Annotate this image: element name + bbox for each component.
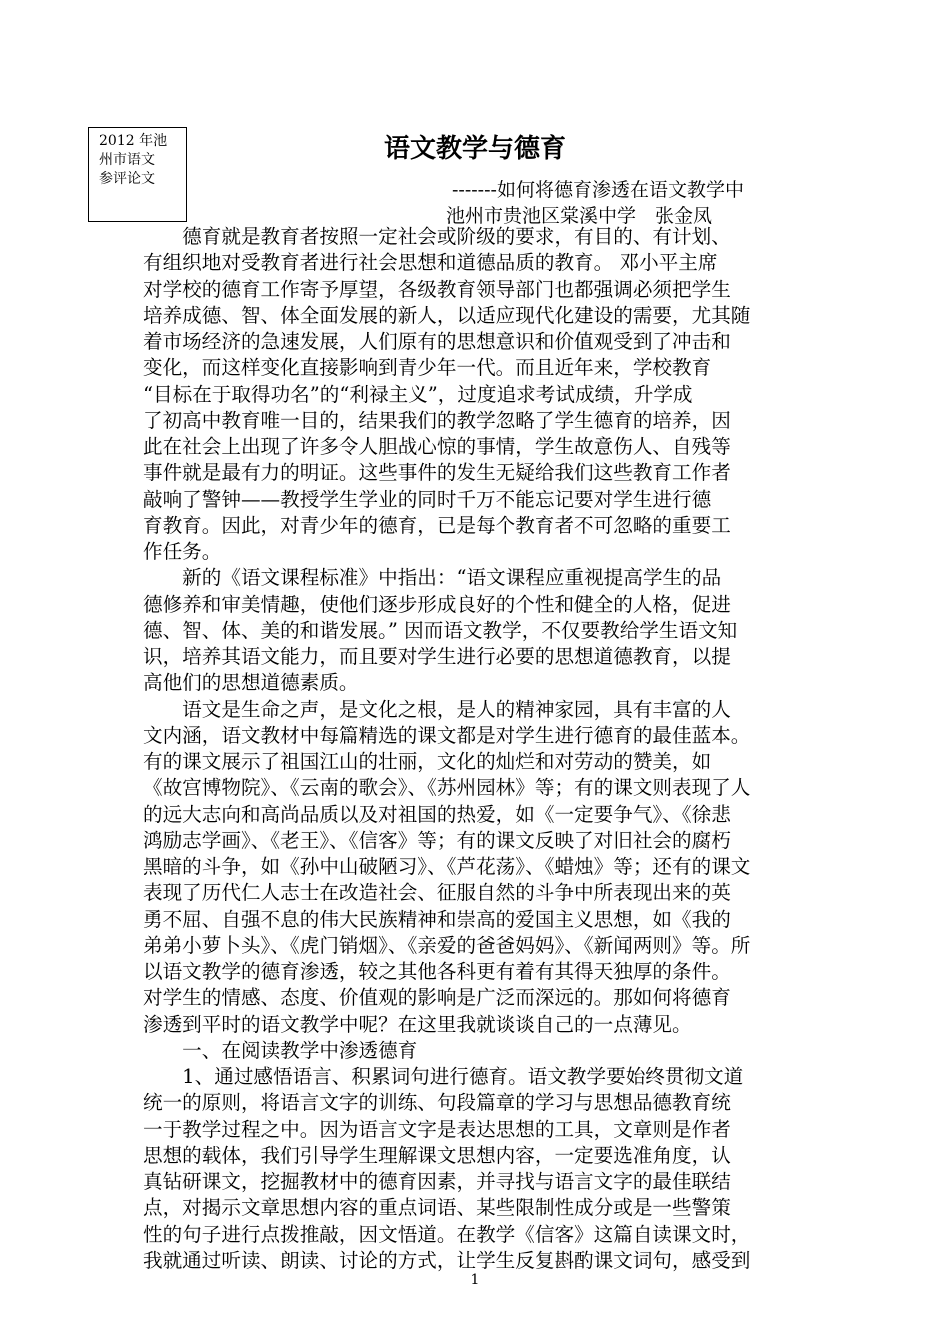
contest-entry-line: 参评论文 bbox=[99, 171, 155, 187]
body-line: 育教育。因此，对青少年的德育，已是每个教育者不可忽略的重要工 bbox=[143, 513, 731, 537]
body-line: 弟弟小萝卜头》、《虎门销烟》、《亲爱的爸爸妈妈》、《新闻两则》等。所 bbox=[143, 933, 751, 957]
body-line: 思想的载体，我们引导学生理解课文思想内容，一定要选准角度，认 bbox=[143, 1143, 731, 1167]
document-subtitle: -------如何将德育渗透在语文教学中 bbox=[452, 179, 744, 201]
body-line: 文内涵，语文教材中每篇精选的课文都是对学生进行德育的最佳蓝本。 bbox=[143, 723, 751, 747]
body-line: 事件就是最有力的明证。这些事件的发生无疑给我们这些教育工作者 bbox=[143, 461, 731, 485]
body-line: 以语文教学的德育渗透，较之其他各科更有着有其得天独厚的条件。 bbox=[143, 960, 731, 983]
body-line: 作任务。 bbox=[143, 540, 222, 563]
article-body bbox=[143, 224, 823, 1274]
body-line: 德修养和审美情趣，使他们逐步形成良好的个性和健全的人格，促进 bbox=[143, 592, 731, 616]
body-line: 一于教学过程之中。因为语言文字是表达思想的工具，文章则是作者 bbox=[143, 1117, 731, 1141]
body-line: 此在社会上出现了许多令人胆战心惊的事情，学生故意伤人、自残等 bbox=[143, 435, 731, 458]
body-line: 鸿励志学画》、《老王》、《信客》等；有的课文反映了对旧社会的腐朽 bbox=[143, 828, 731, 852]
body-line: 《故宫博物院》、《云南的歌会》、《苏州园林》等；有的课文则表现了人 bbox=[143, 776, 751, 800]
body-line: 培养成德、智、体全面发展的新人，以适应现代化建设的需要，尤其随 bbox=[143, 303, 751, 327]
body-line: 有组织地对受教育者进行社会思想和道德品质的教育。 邓小平主席 bbox=[143, 251, 718, 275]
body-line: 高他们的思想道德素质。 bbox=[143, 671, 359, 695]
body-line: 1、通过感悟语言、积累词句进行德育。语文教学要始终贯彻文道 bbox=[143, 1065, 744, 1088]
page-number: 1 bbox=[470, 1272, 480, 1288]
author-line: 池州市贵池区棠溪中学 张金凤 bbox=[446, 205, 713, 227]
body-line: 点，对揭示文章思想内容的重点词语、某些限制性成分或是一些警策 bbox=[143, 1196, 731, 1220]
document-title: 语文教学与德育 bbox=[383, 134, 566, 164]
body-line: 着市场经济的急速发展，人们原有的思想意识和价值观受到了冲击和 bbox=[143, 330, 731, 353]
body-line: 语文是生命之声，是文化之根，是人的精神家园，具有丰富的人 bbox=[143, 697, 731, 721]
body-line: “目标在于取得功名”的“利禄主义”，过度追求考试成绩，升学成 bbox=[143, 382, 693, 406]
body-line: 有的课文展示了祖国江山的壮丽，文化的灿烂和对劳动的赞美，如 bbox=[143, 750, 712, 773]
body-line: 新的《语文课程标准》中指出：“语文课程应重视提高学生的品 bbox=[143, 566, 722, 590]
body-line: 德育就是教育者按照一定社会或阶级的要求，有目的、有计划、 bbox=[143, 225, 731, 248]
body-line: 变化，而这样变化直接影响到青少年一代。而且近年来，学校教育 bbox=[143, 356, 712, 380]
body-line: 表现了历代仁人志士在改造社会、征服自然的斗争中所表现出来的英 bbox=[143, 881, 731, 905]
body-line: 我就通过听读、朗读、讨论的方式，让学生反复斟酌课文词句，感受到 bbox=[143, 1248, 751, 1272]
body-line: 德、智、体、美的和谐发展。” 因而语文教学，不仅要教给学生语文知 bbox=[143, 618, 738, 642]
contest-entry-line: 州市语文 bbox=[99, 152, 155, 168]
body-line: 敲响了警钟——教授学生学业的同时千万不能忘记要对学生进行德 bbox=[143, 487, 712, 511]
body-line: 对学生的情感、态度、价值观的影响是广泛而深远的。那如何将德育 bbox=[143, 986, 731, 1010]
body-line: 一、在阅读教学中渗透德育 bbox=[143, 1038, 418, 1062]
body-line: 勇不屈、自强不息的伟大民族精神和崇高的爱国主义思想，如《我的 bbox=[143, 907, 731, 931]
body-line: 真钻研课文，挖掘教材中的德育因素，并寻找与语言文字的最佳联结 bbox=[143, 1170, 731, 1193]
body-line: 对学校的德育工作寄予厚望，各级教育领导部门也都强调必须把学生 bbox=[143, 277, 731, 301]
body-line: 的远大志向和高尚品质以及对祖国的热爱，如《一定要争气》、《徐悲 bbox=[143, 802, 731, 826]
body-line: 渗透到平时的语文教学中呢？在这里我就谈谈自己的一点薄见。 bbox=[143, 1012, 692, 1036]
body-line: 统一的原则，将语言文字的训练、句段篇章的学习与思想品德教育统 bbox=[143, 1091, 731, 1115]
body-line: 性的句子进行点拨推敲，因文悟道。在教学《信客》这篇自读课文时， bbox=[143, 1222, 751, 1246]
contest-entry-line: 2012 年池 bbox=[99, 133, 168, 149]
body-line: 识，培养其语文能力，而且要对学生进行必要的思想道德教育，以提 bbox=[143, 645, 731, 668]
body-line: 了初高中教育唯一目的，结果我们的教学忽略了学生德育的培养，因 bbox=[143, 408, 731, 432]
body-line: 黑暗的斗争，如《孙中山破陋习》、《芦花荡》、《蜡烛》等；还有的课文 bbox=[143, 855, 751, 878]
